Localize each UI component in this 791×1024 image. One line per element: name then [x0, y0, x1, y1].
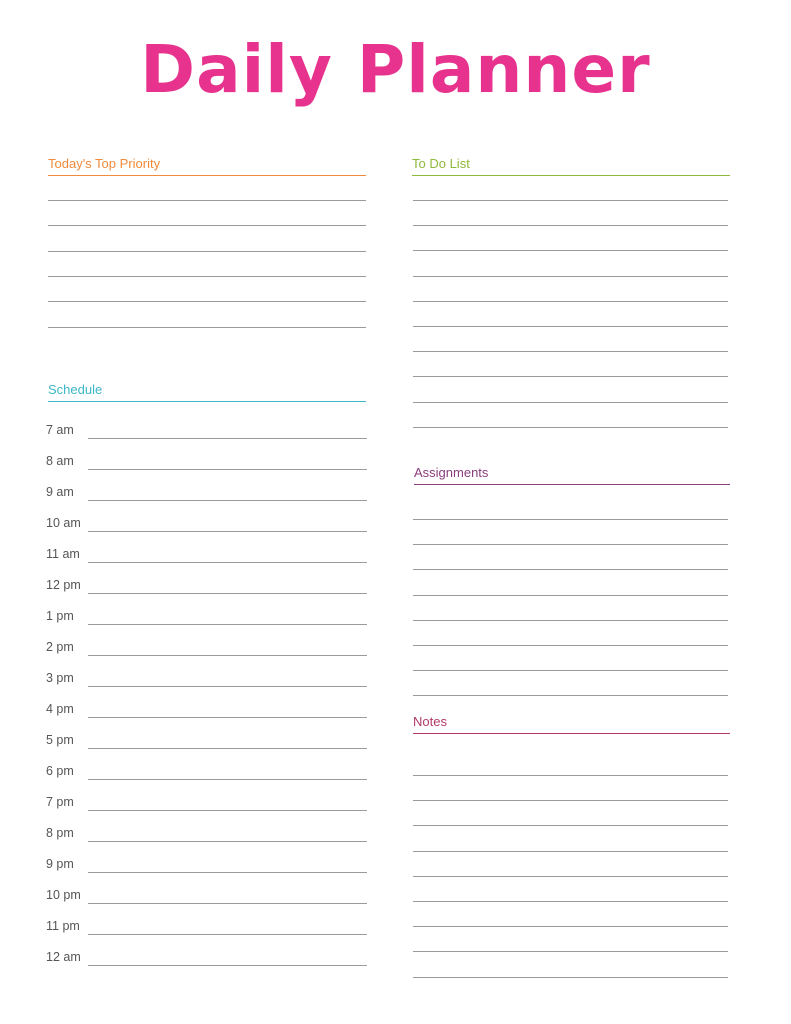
todo-writing-line[interactable] — [413, 225, 728, 226]
schedule-writing-line[interactable] — [88, 841, 367, 842]
assignment-writing-line[interactable] — [413, 569, 728, 570]
schedule-writing-line[interactable] — [88, 965, 367, 966]
priority-writing-line[interactable] — [48, 276, 366, 277]
schedule-time-label: 5 pm — [46, 733, 74, 747]
todo-heading: To Do List — [412, 156, 730, 176]
priority-writing-line[interactable] — [48, 225, 366, 226]
notes-writing-line[interactable] — [413, 775, 728, 776]
schedule-time-label: 3 pm — [46, 671, 74, 685]
assignment-writing-line[interactable] — [413, 620, 728, 621]
schedule-time-label: 8 am — [46, 454, 74, 468]
page-title: Daily Planner — [140, 31, 651, 108]
schedule-time-label: 1 pm — [46, 609, 74, 623]
schedule-writing-line[interactable] — [88, 531, 367, 532]
schedule-writing-line[interactable] — [88, 903, 367, 904]
todo-writing-line[interactable] — [413, 250, 728, 251]
schedule-writing-line[interactable] — [88, 686, 367, 687]
assignment-writing-line[interactable] — [413, 519, 728, 520]
schedule-writing-line[interactable] — [88, 500, 367, 501]
schedule-time-label: 12 am — [46, 950, 81, 964]
schedule-writing-line[interactable] — [88, 872, 367, 873]
todo-writing-line[interactable] — [413, 301, 728, 302]
schedule-time-label: 9 pm — [46, 857, 74, 871]
schedule-time-label: 4 pm — [46, 702, 74, 716]
schedule-writing-line[interactable] — [88, 717, 367, 718]
todo-writing-line[interactable] — [413, 376, 728, 377]
notes-writing-line[interactable] — [413, 851, 728, 852]
schedule-time-label: 11 am — [46, 547, 80, 561]
schedule-writing-line[interactable] — [88, 438, 367, 439]
todo-writing-line[interactable] — [413, 427, 728, 428]
schedule-writing-line[interactable] — [88, 469, 367, 470]
notes-heading: Notes — [413, 714, 730, 734]
schedule-writing-line[interactable] — [88, 593, 367, 594]
schedule-time-label: 7 pm — [46, 795, 74, 809]
assignment-writing-line[interactable] — [413, 695, 728, 696]
schedule-writing-line[interactable] — [88, 624, 367, 625]
schedule-time-label: 2 pm — [46, 640, 74, 654]
todo-writing-line[interactable] — [413, 351, 728, 352]
schedule-writing-line[interactable] — [88, 562, 367, 563]
assignment-writing-line[interactable] — [413, 645, 728, 646]
todo-writing-line[interactable] — [413, 402, 728, 403]
assignment-writing-line[interactable] — [413, 670, 728, 671]
schedule-heading: Schedule — [48, 382, 366, 402]
schedule-time-label: 8 pm — [46, 826, 74, 840]
schedule-time-label: 11 pm — [46, 919, 80, 933]
priority-writing-line[interactable] — [48, 301, 366, 302]
notes-writing-line[interactable] — [413, 901, 728, 902]
top-priority-heading: Today's Top Priority — [48, 156, 366, 176]
assignment-writing-line[interactable] — [413, 595, 728, 596]
schedule-time-label: 10 am — [46, 516, 81, 530]
notes-writing-line[interactable] — [413, 876, 728, 877]
notes-writing-line[interactable] — [413, 951, 728, 952]
schedule-time-label: 10 pm — [46, 888, 81, 902]
schedule-time-label: 7 am — [46, 423, 74, 437]
notes-writing-line[interactable] — [413, 977, 728, 978]
notes-writing-line[interactable] — [413, 800, 728, 801]
schedule-writing-line[interactable] — [88, 655, 367, 656]
schedule-time-label: 6 pm — [46, 764, 74, 778]
schedule-writing-line[interactable] — [88, 779, 367, 780]
schedule-writing-line[interactable] — [88, 810, 367, 811]
priority-writing-line[interactable] — [48, 251, 366, 252]
assignment-writing-line[interactable] — [413, 544, 728, 545]
schedule-writing-line[interactable] — [88, 934, 367, 935]
todo-writing-line[interactable] — [413, 276, 728, 277]
todo-writing-line[interactable] — [413, 326, 728, 327]
schedule-writing-line[interactable] — [88, 748, 367, 749]
notes-writing-line[interactable] — [413, 825, 728, 826]
assignments-heading: Assignments — [414, 465, 730, 485]
todo-writing-line[interactable] — [413, 200, 728, 201]
schedule-time-label: 12 pm — [46, 578, 81, 592]
notes-writing-line[interactable] — [413, 926, 728, 927]
priority-writing-line[interactable] — [48, 200, 366, 201]
priority-writing-line[interactable] — [48, 327, 366, 328]
schedule-time-label: 9 am — [46, 485, 74, 499]
